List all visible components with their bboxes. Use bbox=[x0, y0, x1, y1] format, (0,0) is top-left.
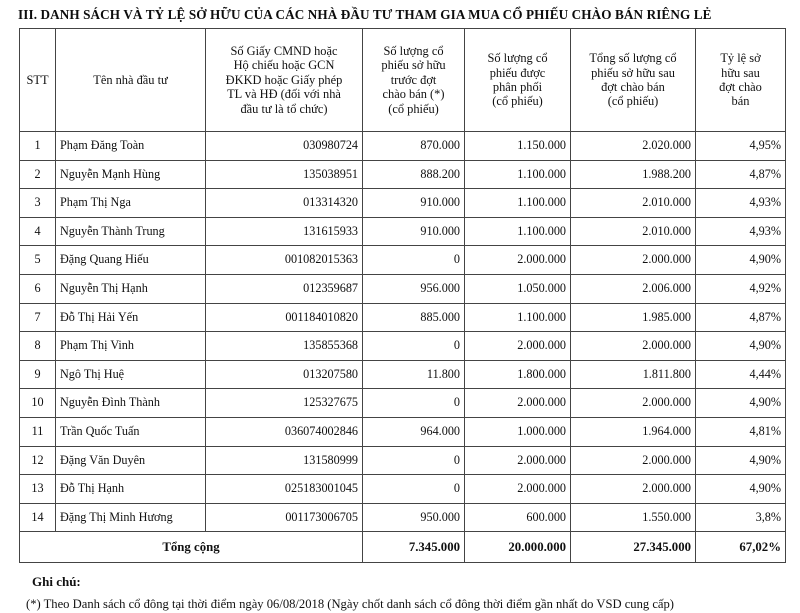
total-shares-before: 7.345.000 bbox=[363, 532, 465, 563]
cell-stt: 11 bbox=[20, 417, 56, 446]
cell-investor-name: Phạm Thị Vinh bbox=[56, 332, 206, 361]
header-line: Số Giấy CMND hoặc bbox=[230, 43, 338, 58]
cell-ownership-ratio: 4,95% bbox=[696, 132, 786, 161]
cell-shares-allocated: 2.000.000 bbox=[465, 246, 571, 275]
cell-shares-after: 1.811.800 bbox=[571, 360, 696, 389]
cell-investor-name: Đỗ Thị Hạnh bbox=[56, 475, 206, 504]
cell-id-document: 135038951 bbox=[206, 160, 363, 189]
cell-shares-after: 1.988.200 bbox=[571, 160, 696, 189]
cell-shares-before: 910.000 bbox=[363, 217, 465, 246]
notes-section bbox=[26, 572, 784, 613]
cell-shares-before: 0 bbox=[363, 246, 465, 275]
header-line: STT bbox=[26, 72, 49, 87]
cell-shares-allocated: 1.100.000 bbox=[465, 303, 571, 332]
cell-ownership-ratio: 4,90% bbox=[696, 389, 786, 418]
header-line: Tên nhà đầu tư bbox=[93, 72, 168, 87]
table-row bbox=[20, 132, 786, 161]
cell-shares-after: 2.000.000 bbox=[571, 332, 696, 361]
cell-investor-name: Phạm Đăng Toàn bbox=[56, 132, 206, 161]
header-line: TL và HĐ (đối với nhà bbox=[227, 87, 341, 102]
cell-shares-allocated: 600.000 bbox=[465, 503, 571, 532]
cell-shares-before: 870.000 bbox=[363, 132, 465, 161]
cell-ownership-ratio: 4,81% bbox=[696, 417, 786, 446]
cell-ownership-ratio: 4,44% bbox=[696, 360, 786, 389]
header-row bbox=[20, 29, 786, 132]
header-line: Tổng số lượng cổ bbox=[589, 51, 677, 66]
cell-stt: 4 bbox=[20, 217, 56, 246]
cell-shares-allocated: 2.000.000 bbox=[465, 389, 571, 418]
cell-ownership-ratio: 4,90% bbox=[696, 475, 786, 504]
cell-stt: 13 bbox=[20, 475, 56, 504]
cell-investor-name: Phạm Thị Nga bbox=[56, 189, 206, 218]
header-line: phiếu sở hữu bbox=[381, 58, 446, 73]
cell-shares-after: 1.550.000 bbox=[571, 503, 696, 532]
header-line: phân phối bbox=[492, 80, 543, 94]
cell-investor-name: Đặng Thị Minh Hương bbox=[56, 503, 206, 532]
cell-id-document: 131580999 bbox=[206, 446, 363, 475]
table-row bbox=[20, 160, 786, 189]
cell-stt: 10 bbox=[20, 389, 56, 418]
cell-stt: 5 bbox=[20, 246, 56, 275]
table-row bbox=[20, 246, 786, 275]
cell-id-document: 001184010820 bbox=[206, 303, 363, 332]
column-header-shares-allocated bbox=[465, 29, 571, 132]
cell-investor-name: Đỗ Thị Hải Yến bbox=[56, 303, 206, 332]
cell-shares-after: 2.000.000 bbox=[571, 446, 696, 475]
header-line: đợt chào bbox=[719, 80, 762, 94]
cell-ownership-ratio: 4,87% bbox=[696, 160, 786, 189]
header-line: Hộ chiếu hoặc GCN bbox=[233, 58, 335, 73]
cell-shares-allocated: 2.000.000 bbox=[465, 332, 571, 361]
cell-shares-allocated: 2.000.000 bbox=[465, 446, 571, 475]
cell-investor-name: Nguyễn Đình Thành bbox=[56, 389, 206, 418]
header-line: phiếu sở hữu sau bbox=[591, 65, 675, 80]
table-row bbox=[20, 360, 786, 389]
total-shares-allocated: 20.000.000 bbox=[465, 532, 571, 563]
cell-stt: 6 bbox=[20, 274, 56, 303]
cell-stt: 14 bbox=[20, 503, 56, 532]
cell-stt: 2 bbox=[20, 160, 56, 189]
cell-ownership-ratio: 4,87% bbox=[696, 303, 786, 332]
cell-shares-after: 2.000.000 bbox=[571, 475, 696, 504]
cell-investor-name: Đặng Văn Duyên bbox=[56, 446, 206, 475]
shareholders-table bbox=[19, 28, 786, 563]
header-line: ĐKKD hoặc Giấy phép bbox=[225, 72, 343, 87]
cell-investor-name: Ngô Thị Huệ bbox=[56, 360, 206, 389]
cell-shares-before: 0 bbox=[363, 446, 465, 475]
cell-stt: 12 bbox=[20, 446, 56, 475]
cell-id-document: 001082015363 bbox=[206, 246, 363, 275]
cell-shares-after: 2.000.000 bbox=[571, 389, 696, 418]
cell-investor-name: Nguyễn Thị Hạnh bbox=[56, 274, 206, 303]
header-line: trước đợt bbox=[390, 72, 437, 87]
cell-shares-after: 2.010.000 bbox=[571, 217, 696, 246]
cell-id-document: 030980724 bbox=[206, 132, 363, 161]
cell-ownership-ratio: 3,8% bbox=[696, 503, 786, 532]
cell-ownership-ratio: 4,90% bbox=[696, 332, 786, 361]
total-label: Tổng cộng bbox=[20, 532, 363, 563]
header-line: (cổ phiếu) bbox=[607, 94, 659, 109]
cell-id-document: 025183001045 bbox=[206, 475, 363, 504]
header-line: (cổ phiếu) bbox=[388, 101, 439, 116]
cell-stt: 8 bbox=[20, 332, 56, 361]
cell-investor-name: Trần Quốc Tuấn bbox=[56, 417, 206, 446]
cell-stt: 1 bbox=[20, 132, 56, 161]
table-footer bbox=[20, 532, 786, 563]
cell-shares-allocated: 1.150.000 bbox=[465, 132, 571, 161]
table-row bbox=[20, 503, 786, 532]
cell-shares-before: 0 bbox=[363, 389, 465, 418]
total-shares-after: 27.345.000 bbox=[571, 532, 696, 563]
section-title: III. DANH SÁCH VÀ TỶ LỆ SỞ HỮU CỦA CÁC NHÀ ĐẦU TƯ THAM GIA MUA CỔ PHIẾU CHÀO BÁN RIÊNG LẺ bbox=[18, 7, 712, 22]
cell-shares-before: 11.800 bbox=[363, 360, 465, 389]
cell-ownership-ratio: 4,93% bbox=[696, 217, 786, 246]
cell-id-document: 125327675 bbox=[206, 389, 363, 418]
table-row bbox=[20, 446, 786, 475]
table-row bbox=[20, 274, 786, 303]
cell-shares-before: 0 bbox=[363, 332, 465, 361]
cell-id-document: 001173006705 bbox=[206, 503, 363, 532]
cell-shares-before: 964.000 bbox=[363, 417, 465, 446]
cell-id-document: 013314320 bbox=[206, 189, 363, 218]
cell-id-document: 135855368 bbox=[206, 332, 363, 361]
header-line: đầu tư là tổ chức) bbox=[240, 101, 328, 116]
cell-id-document: 012359687 bbox=[206, 274, 363, 303]
cell-shares-allocated: 1.800.000 bbox=[465, 360, 571, 389]
total-row bbox=[20, 532, 786, 563]
cell-shares-after: 2.020.000 bbox=[571, 132, 696, 161]
cell-investor-name: Nguyễn Mạnh Hùng bbox=[56, 160, 206, 189]
table-header bbox=[20, 29, 786, 132]
cell-stt: 9 bbox=[20, 360, 56, 389]
column-header-investor-name bbox=[56, 29, 206, 132]
cell-stt: 7 bbox=[20, 303, 56, 332]
cell-investor-name: Đặng Quang Hiếu bbox=[56, 246, 206, 275]
cell-shares-allocated: 1.050.000 bbox=[465, 274, 571, 303]
cell-shares-before: 910.000 bbox=[363, 189, 465, 218]
column-header-stt bbox=[20, 29, 56, 132]
cell-shares-after: 2.010.000 bbox=[571, 189, 696, 218]
table-body bbox=[20, 132, 786, 532]
header-line: phiếu được bbox=[489, 65, 546, 80]
cell-ownership-ratio: 4,90% bbox=[696, 246, 786, 275]
header-line: bán bbox=[731, 94, 750, 109]
cell-shares-after: 2.000.000 bbox=[571, 246, 696, 275]
cell-ownership-ratio: 4,90% bbox=[696, 446, 786, 475]
cell-shares-before: 888.200 bbox=[363, 160, 465, 189]
cell-shares-allocated: 1.000.000 bbox=[465, 417, 571, 446]
cell-shares-before: 885.000 bbox=[363, 303, 465, 332]
header-line: Số lượng cổ bbox=[383, 43, 444, 58]
column-header-id-document bbox=[206, 29, 363, 132]
cell-investor-name: Nguyễn Thành Trung bbox=[56, 217, 206, 246]
cell-shares-before: 956.000 bbox=[363, 274, 465, 303]
table-row bbox=[20, 332, 786, 361]
table-row bbox=[20, 189, 786, 218]
table-row bbox=[20, 217, 786, 246]
cell-id-document: 036074002846 bbox=[206, 417, 363, 446]
column-header-shares-after bbox=[571, 29, 696, 132]
column-header-shares-before bbox=[363, 29, 465, 132]
notes-line-1: (*) Theo Danh sách cổ đông tại thời điểm ngày 06/08/2018 (Ngày chốt danh sách cổ đông thời điểm gần nhất do VSD cung cấp) bbox=[26, 597, 674, 612]
header-line: hữu sau bbox=[721, 65, 760, 80]
notes-title: Ghi chú: bbox=[32, 574, 81, 590]
cell-shares-allocated: 1.100.000 bbox=[465, 217, 571, 246]
cell-id-document: 131615933 bbox=[206, 217, 363, 246]
table-row bbox=[20, 303, 786, 332]
header-line: chào bán (*) bbox=[382, 87, 445, 102]
cell-shares-allocated: 1.100.000 bbox=[465, 160, 571, 189]
table-row bbox=[20, 475, 786, 504]
cell-shares-after: 1.964.000 bbox=[571, 417, 696, 446]
table-row bbox=[20, 389, 786, 418]
header-line: Số lượng cổ bbox=[487, 51, 548, 66]
total-ownership-ratio: 67,02% bbox=[696, 532, 786, 563]
cell-shares-allocated: 1.100.000 bbox=[465, 189, 571, 218]
column-header-ownership-ratio bbox=[696, 29, 786, 132]
cell-shares-before: 0 bbox=[363, 475, 465, 504]
header-line: đợt chào bán bbox=[601, 80, 665, 94]
cell-stt: 3 bbox=[20, 189, 56, 218]
cell-shares-allocated: 2.000.000 bbox=[465, 475, 571, 504]
cell-ownership-ratio: 4,92% bbox=[696, 274, 786, 303]
cell-shares-before: 950.000 bbox=[363, 503, 465, 532]
cell-shares-after: 1.985.000 bbox=[571, 303, 696, 332]
header-line: Tỷ lệ sở bbox=[720, 51, 761, 66]
cell-id-document: 013207580 bbox=[206, 360, 363, 389]
cell-shares-after: 2.006.000 bbox=[571, 274, 696, 303]
header-line: (cổ phiếu) bbox=[492, 94, 543, 109]
cell-ownership-ratio: 4,93% bbox=[696, 189, 786, 218]
table-row bbox=[20, 417, 786, 446]
